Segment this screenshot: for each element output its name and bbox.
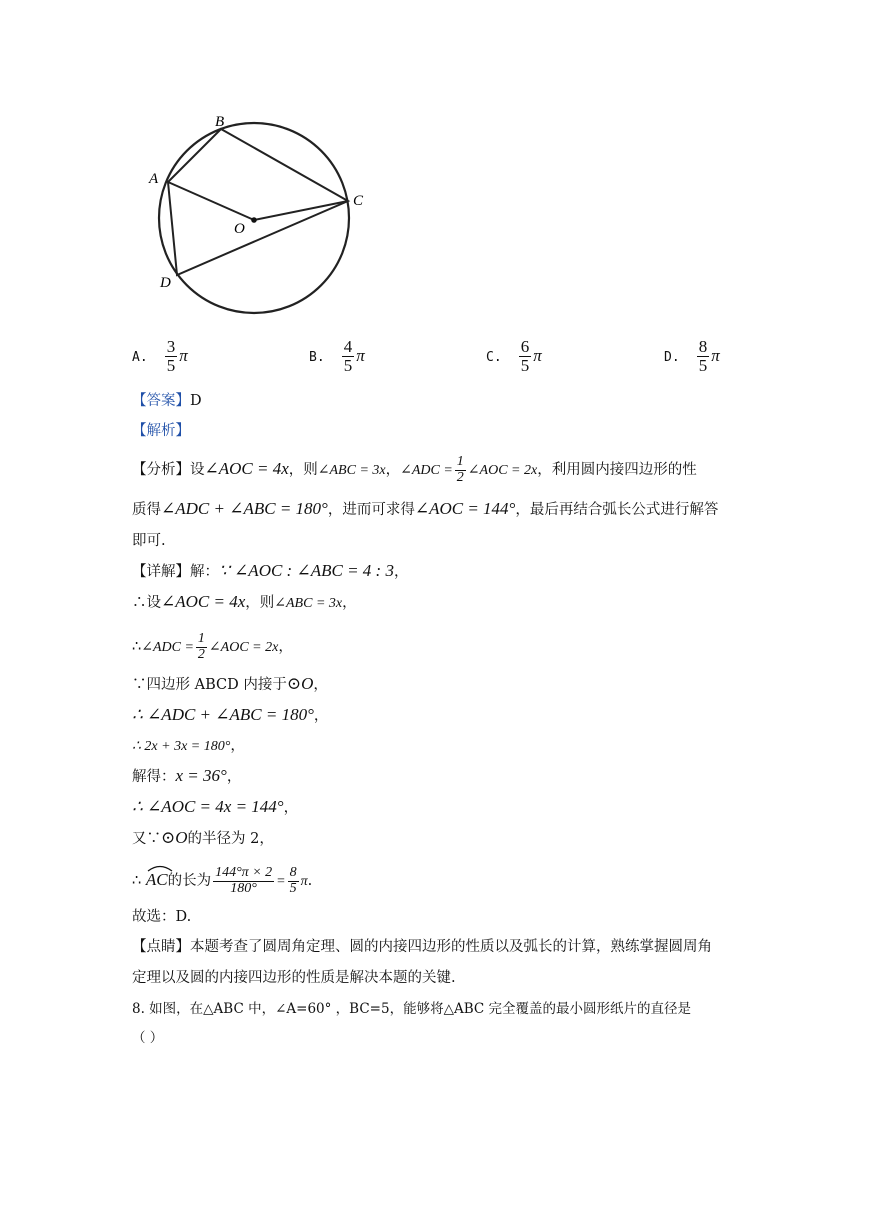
detail-line-5 bbox=[132, 705, 328, 726]
text: ，利用圆内接四边形的性 bbox=[537, 462, 697, 479]
math: ∠AOC = 2x bbox=[467, 463, 538, 479]
fenxi-line-3 bbox=[132, 531, 166, 551]
text: ，则 bbox=[245, 595, 275, 611]
label-b: B bbox=[215, 114, 225, 130]
text: ，最后再结合弧长公式进行解答 bbox=[515, 502, 719, 518]
text: 解： bbox=[190, 564, 219, 580]
pi-symbol: π bbox=[179, 345, 188, 365]
detail-line-11 bbox=[132, 907, 191, 927]
text: ，则 bbox=[288, 462, 318, 479]
text: 的长为 bbox=[167, 873, 212, 890]
arc-ac: AC bbox=[146, 866, 168, 890]
option-a bbox=[132, 338, 188, 375]
text: 解得： bbox=[132, 769, 176, 785]
text: 质得 bbox=[132, 502, 161, 518]
detail-line-2 bbox=[132, 592, 357, 614]
text: 设 bbox=[190, 462, 205, 479]
detail-line-4 bbox=[132, 674, 328, 695]
option-fraction: $\frac{8}{5}$ bbox=[698, 337, 708, 375]
option-label: C. bbox=[486, 349, 502, 365]
answer-blank: （ ） bbox=[132, 1030, 164, 1046]
segment-oc bbox=[254, 201, 348, 220]
text: 又∵ bbox=[132, 831, 161, 847]
math: ∴ 2x + 3x = 180° bbox=[132, 739, 231, 754]
text: . bbox=[307, 873, 313, 890]
option-d bbox=[664, 338, 720, 375]
text: 即可. bbox=[132, 533, 166, 549]
text: 定理以及圆的内接四边形的性质是解决本题的关键. bbox=[132, 970, 456, 986]
fraction-half: $\frac{1}{2}$ bbox=[197, 631, 205, 662]
math: ∠ABC = 3x bbox=[317, 463, 386, 479]
math: ⊙O bbox=[161, 828, 188, 847]
text: ， bbox=[283, 800, 299, 816]
option-label: A. bbox=[132, 349, 148, 365]
arc-symbol bbox=[146, 862, 174, 872]
text: ， bbox=[313, 677, 328, 693]
text: ， bbox=[313, 708, 329, 724]
text: ， bbox=[342, 595, 357, 611]
label-a: A bbox=[149, 171, 159, 187]
text: ∴设 bbox=[132, 595, 161, 611]
pi-symbol: π bbox=[300, 874, 308, 890]
detail-line-7 bbox=[132, 766, 241, 787]
option-c bbox=[486, 338, 542, 375]
text: 8. 如图，在△ABC 中，∠A=60° ，BC=5，能够将△ABC 完全覆盖的最小圆形纸片的直径是 bbox=[132, 1001, 692, 1017]
label-o: O bbox=[234, 221, 245, 237]
fraction-arc-length: $\frac{144^\circ\pi \times 2}{180^\circ}$ bbox=[215, 865, 273, 896]
math: ∠ADC = bbox=[400, 463, 453, 479]
detail-line-1 bbox=[132, 561, 408, 582]
label-d: D bbox=[160, 275, 171, 291]
math: ∴ ∠ADC + ∠ABC = 180° bbox=[132, 705, 314, 724]
answer-line bbox=[132, 391, 202, 411]
text: ∵四边形 ABCD 内接于 bbox=[132, 677, 287, 693]
math: = bbox=[276, 874, 286, 890]
detail-line-9 bbox=[132, 828, 274, 849]
text: ， bbox=[230, 738, 245, 754]
label-c: C bbox=[353, 193, 364, 209]
option-label: D. bbox=[664, 349, 680, 365]
math: ∠AOC = 144° bbox=[414, 499, 516, 518]
fenxi-line-2 bbox=[132, 499, 718, 520]
question-8-line-1 bbox=[132, 999, 691, 1019]
option-label: B. bbox=[309, 349, 325, 365]
analysis-heading bbox=[132, 421, 190, 441]
fraction-result: $\frac{8}{5}$ bbox=[289, 865, 297, 896]
detail-line-8 bbox=[132, 797, 298, 818]
text: ， bbox=[226, 769, 242, 785]
detail-line-6 bbox=[132, 736, 245, 757]
fenxi-tag: 【分析】 bbox=[132, 462, 190, 479]
text: ，进而可求得 bbox=[327, 502, 415, 518]
pi-symbol: π bbox=[356, 345, 365, 365]
fraction-half: $\frac{1}{2}$ bbox=[456, 454, 464, 485]
analysis-tag: 【解析】 bbox=[132, 423, 190, 439]
text: ， bbox=[393, 564, 409, 580]
math: x = 36° bbox=[175, 766, 227, 785]
math: ⊙O bbox=[286, 674, 314, 693]
option-b bbox=[309, 338, 365, 375]
math: ∠AOC = 2x bbox=[208, 640, 279, 656]
text: ， bbox=[278, 639, 293, 656]
text: ， bbox=[385, 462, 401, 479]
segment-ao bbox=[168, 182, 254, 220]
detail-tag: 【详解】 bbox=[132, 564, 190, 580]
answer-value: D bbox=[190, 393, 202, 409]
text: 故选：D. bbox=[132, 909, 192, 925]
question-8-line-2 bbox=[132, 1028, 163, 1048]
option-fraction: $\frac{4}{5}$ bbox=[343, 337, 353, 375]
math: ∠AOC = 4x bbox=[204, 459, 289, 479]
text: 本题考查了圆周角定理、圆的内接四边形的性质以及弧长的计算，熟练掌握圆周角 bbox=[190, 939, 712, 955]
math: ∠AOC = 4x bbox=[161, 592, 246, 611]
math: ∵ ∠AOC : ∠ABC = 4 : 3 bbox=[219, 561, 394, 580]
option-fraction: $\frac{6}{5}$ bbox=[520, 337, 530, 375]
dianjing-tag: 【点睛】 bbox=[132, 939, 190, 955]
answer-tag: 【答案】 bbox=[132, 393, 190, 409]
center-point bbox=[251, 217, 257, 223]
text: 的半径为 2， bbox=[187, 831, 274, 847]
detail-line-3 bbox=[132, 632, 293, 662]
pi-symbol: π bbox=[533, 345, 542, 365]
math: ∠ADC + ∠ABC = 180° bbox=[161, 499, 328, 518]
text: ∴ bbox=[132, 639, 142, 656]
option-fraction: $\frac{3}{5}$ bbox=[166, 337, 176, 375]
math: ∠ADC = bbox=[141, 640, 194, 656]
fenxi-line-1 bbox=[132, 455, 697, 485]
dianjing-line-2 bbox=[132, 968, 456, 988]
math: ∴ ∠AOC = 4x = 144° bbox=[132, 797, 284, 816]
geometry-figure bbox=[140, 105, 380, 325]
math: ∠ABC = 3x bbox=[274, 596, 343, 611]
dianjing-line-1 bbox=[132, 937, 712, 957]
pi-symbol: π bbox=[711, 345, 720, 365]
text: ∴ bbox=[132, 873, 142, 890]
detail-line-10 bbox=[132, 866, 312, 896]
